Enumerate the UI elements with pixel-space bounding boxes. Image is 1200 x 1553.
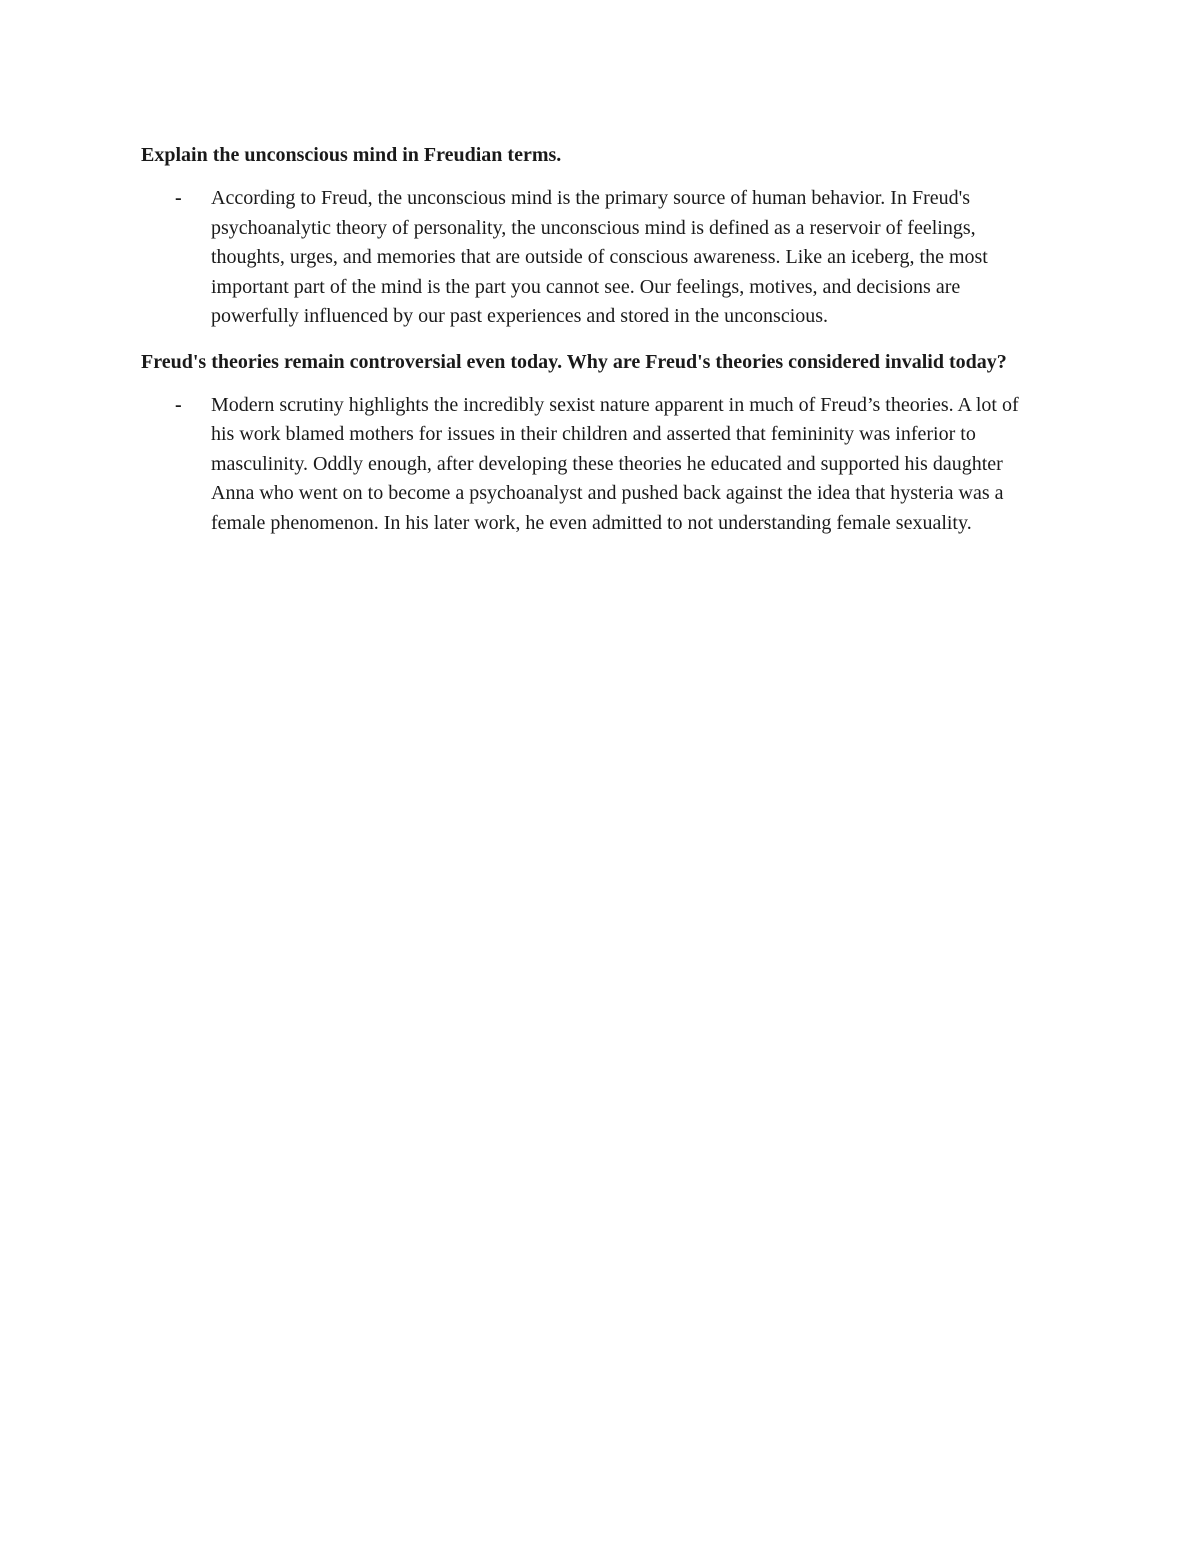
answer-text-unconscious-mind: According to Freud, the unconscious mind is the primary source of human behavior. In Freud's psychoanalytic theory of personality, the unconscious mind is defined as a reservoir of feelings, thoughts, urges, and memories that are outside of conscious awareness. Like an iceberg, the most important part of the mind is the part you cannot see. Our feelings, motives, and decisions are powerfully influenced by our past experiences and stored in the unconscious. bbox=[211, 187, 988, 327]
dash-bullet: - bbox=[175, 187, 182, 209]
question-heading-unconscious-mind: Explain the unconscious mind in Freudian terms. bbox=[141, 144, 562, 166]
document-content bbox=[141, 141, 1041, 538]
answer-text-freud-controversy: Modern scrutiny highlights the incredibly sexist nature apparent in much of Freud’s theories. A lot of his work blamed mothers for issues in their children and asserted that femininity was inferior to masculinity. Oddly enough, after developing these theories he educated and supported his daughter Anna who went on to become a psychoanalyst and pushed back against the idea that hysteria was a female phenomenon. In his later work, he even admitted to not understanding female sexuality. bbox=[211, 393, 1019, 534]
answer-list-item bbox=[141, 184, 1041, 332]
dash-bullet: - bbox=[175, 393, 182, 416]
question-heading-freud-controversy: Freud's theories remain controversial even today. Why are Freud's theories considered invalid today? bbox=[141, 350, 1007, 373]
answer-list-item bbox=[141, 391, 1041, 539]
